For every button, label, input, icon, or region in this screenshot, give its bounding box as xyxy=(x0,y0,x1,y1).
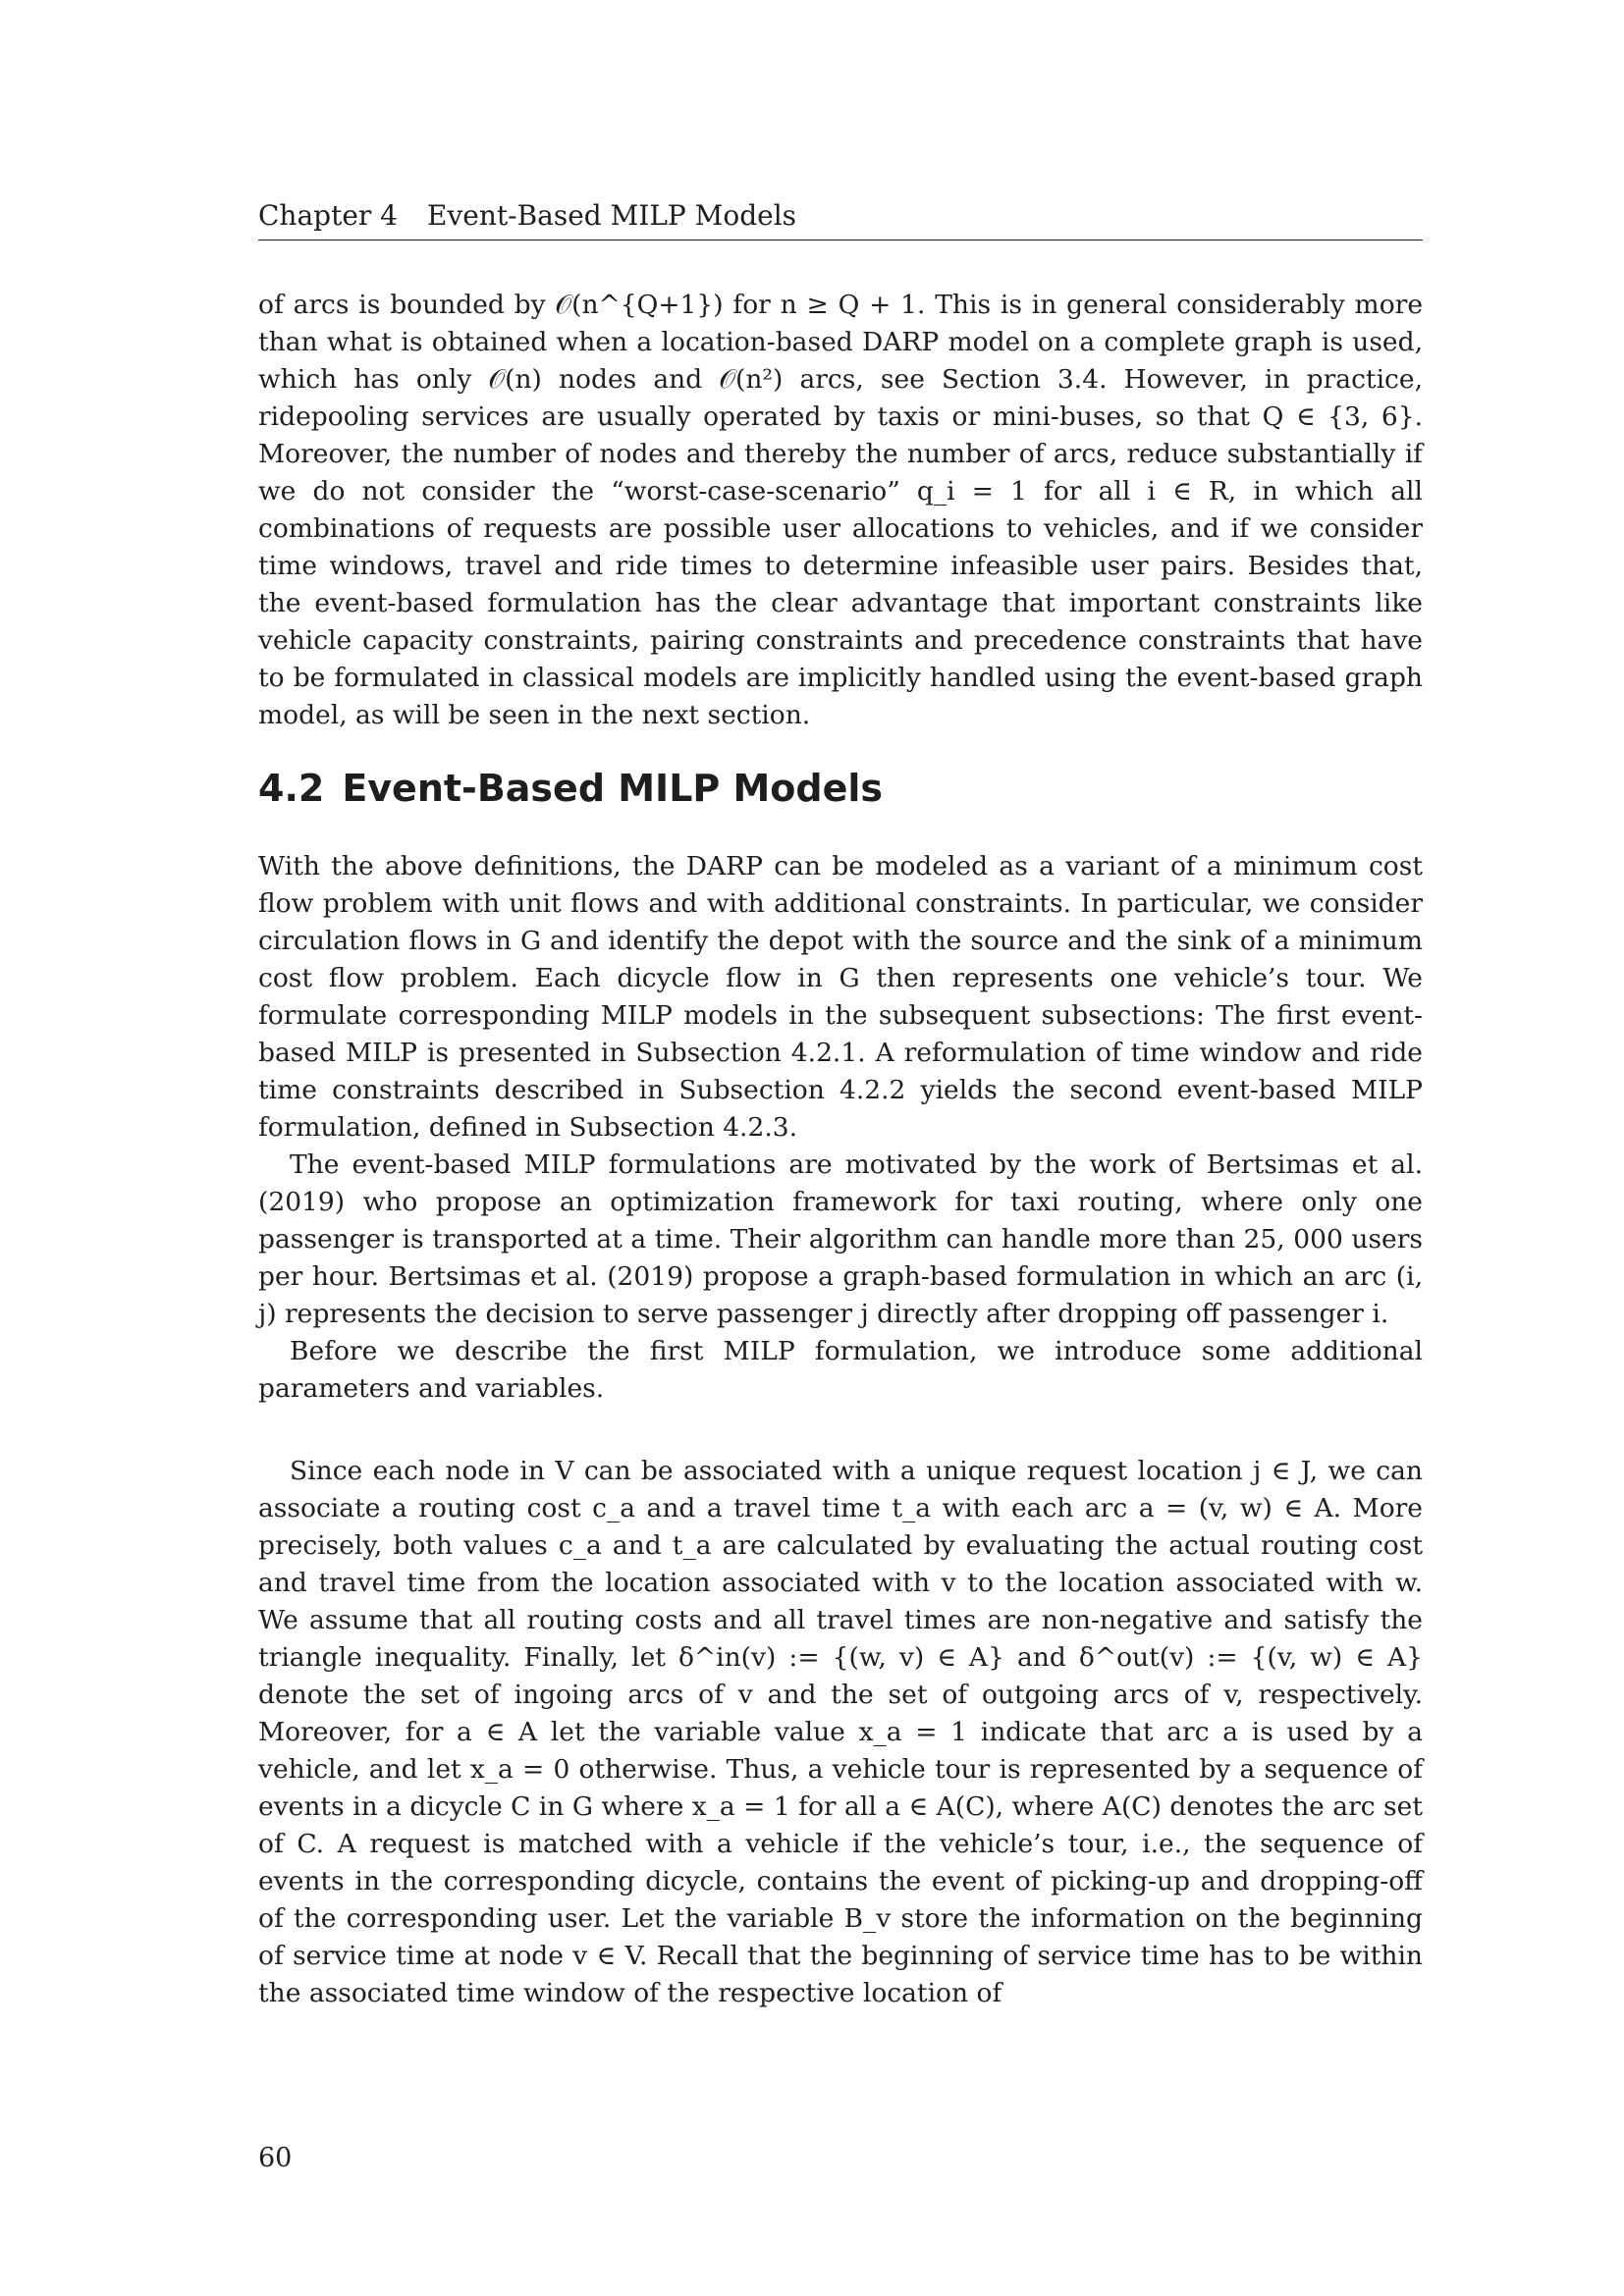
params-text-block xyxy=(258,1453,1423,2012)
intro-text-block xyxy=(258,287,1423,734)
page-number: 60 xyxy=(258,2143,293,2173)
header-title: Event-Based MILP Models xyxy=(427,199,797,232)
section-heading xyxy=(258,764,1423,813)
paragraph-intro-params: Before we describe the first MILP formulation, we introduce some additional parameters and variables. xyxy=(258,1336,1423,1404)
section-title: Event-Based MILP Models xyxy=(342,767,884,810)
section-number: 4.2 xyxy=(258,767,325,810)
header-chapter: Chapter 4 xyxy=(258,199,398,232)
paragraph-arc-bound: of arcs is bounded by 𝒪(n^{Q+1}) for n ≥ Q + 1. This is in general considerably more than what is obtained when a location-based DARP model on a complete graph is used, which has only 𝒪(n) nodes and 𝒪(n²) arcs, see Section 3.4. However, in practice, ridepooling services are usually operated by taxis or mini-buses, so that Q ∈ {3, 6}. Moreover, the number of nodes and thereby the number of arcs, reduce substantially if we do not consider the “worst-case-scenario” q_i = 1 for all i ∈ R, in which all combinations of requests are possible user allocations to vehicles, and if we consider time windows, travel and ride times to determine infeasible user pairs. Besides that, the event-based formulation has the clear advantage that important constraints like vehicle capacity constraints, pairing constraints and precedence constraints that have to be formulated in classical models are implicitly handled using the event-based graph model, as will be seen in the next section. xyxy=(258,290,1423,730)
paragraph-motivation: The event-based MILP formulations are motivated by the work of Bertsimas et al. (2019) who propose an optimization framework for taxi routing, where only one passenger is transported at a time. Their algorithm can handle more than 25, 000 users per hour. Bertsimas et al. (2019) propose a graph-based formulation in which an arc (i, j) represents the decision to serve passenger j directly after dropping off passenger i. xyxy=(258,1149,1423,1329)
section-text-block xyxy=(258,848,1423,1408)
paragraph-definitions: With the above definitions, the DARP can be modeled as a variant of a minimum cost flow problem with unit flows and with additional constraints. In particular, we consider circulation flows in G and identify the depot with the source and the sink of a minimum cost flow problem. Each dicycle flow in G then represents one vehicle’s tour. We formulate corresponding MILP models in the subsequent subsections: The first event-based MILP is presented in Subsection 4.2.1. A reformulation of time window and ride time constraints described in Subsection 4.2.2 yields the second event-based MILP formulation, defined in Subsection 4.2.3. xyxy=(258,851,1423,1143)
running-header xyxy=(258,196,1423,240)
paragraph-routing-cost: Since each node in V can be associated with a unique request location j ∈ J, we can associate a routing cost c_a and a travel time t_a with each arc a = (v, w) ∈ A. More precisely, both values c_a and t_a are calculated by evaluating the actual routing cost and travel time from the location associated with v to the location associated with w. We assume that all routing costs and all travel times are non-negative and satisfy the triangle inequality. Finally, let δ^in(v) := {(w, v) ∈ A} and δ^out(v) := {(v, w) ∈ A} denote the set of ingoing arcs of v and the set of outgoing arcs of v, respectively. Moreover, for a ∈ A let the variable value x_a = 1 indicate that arc a is used by a vehicle, and let x_a = 0 otherwise. Thus, a vehicle tour is represented by a sequence of events in a dicycle C in G where x_a = 1 for all a ∈ A(C), where A(C) denotes the arc set of C. A request is matched with a vehicle if the vehicle’s tour, i.e., the sequence of events in the corresponding dicycle, contains the event of picking-up and dropping-off of the corresponding user. Let the variable B_v store the information on the beginning of service time at node v ∈ V. Recall that the beginning of service time has to be within the associated time window of the respective location of xyxy=(258,1456,1423,2008)
